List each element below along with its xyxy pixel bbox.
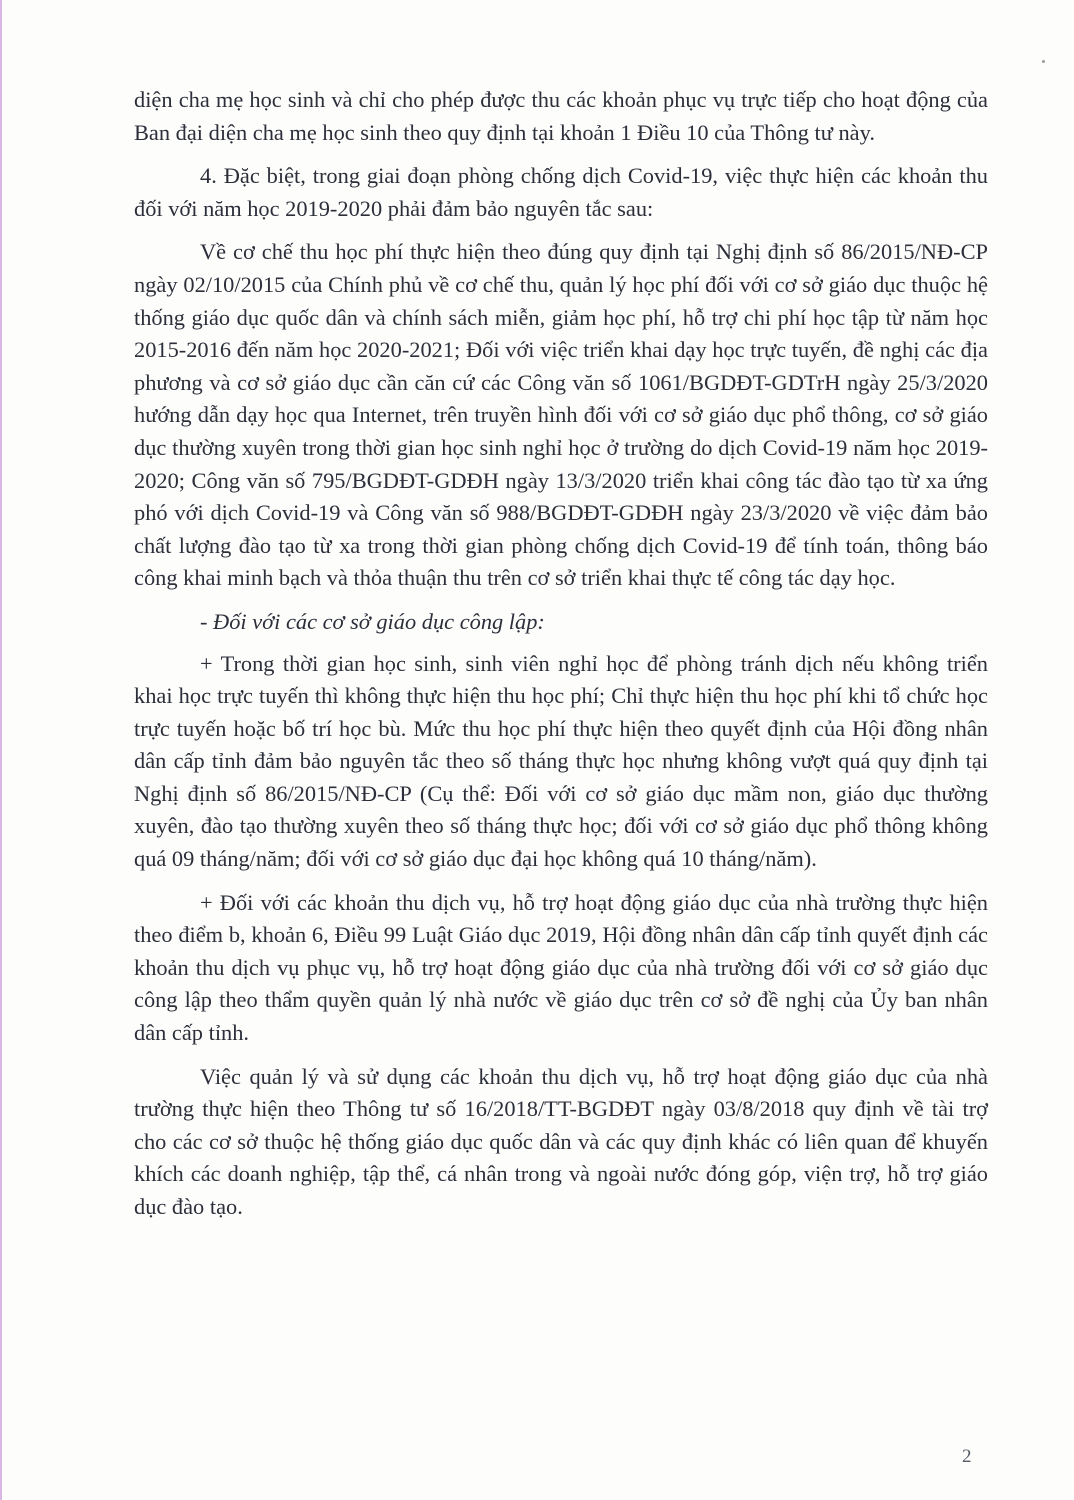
paragraph-fee-management: Việc quản lý và sử dụng các khoản thu dịch vụ, hỗ trợ hoạt động giáo dục của nhà trường thực hiện theo Thông tư số 16/2018/TT-BGDĐT ngày 03/8/2018 quy định về tài trợ cho các cơ sở thuộc hệ thống giáo dục quốc dân và các quy định khác có liên quan để khuyến khích các doanh nghiệp, tập thể, cá nhân trong và ngoài nước đóng góp, viện trợ, hỗ trợ giáo dục đào tạo.	[134, 1063, 988, 1219]
paragraph-tuition-mechanism: Về cơ chế thu học phí thực hiện theo đúng quy định tại Nghị định số 86/2015/NĐ-CP ngày 02/10/2015 của Chính phủ về cơ chế thu, quản lý học phí đối với cơ sở giáo dục thuộc hệ thống giáo dục quốc dân và chính sách miễn, giảm học phí, hỗ trợ chi phí học tập từ năm học 2015-2016 đến năm học 2020-2021; Đối với việc triển khai dạy học trực tuyến, đề nghị các địa phương và cơ sở giáo dục cần căn cứ các Công văn số 1061/BGDĐT-GDTrH ngày 25/3/2020 hướng dẫn dạy học qua Internet, trên truyền hình đối với cơ sở giáo dục phổ thông, cơ sở giáo dục thường xuyên trong thời gian học sinh nghỉ học ở trường do dịch Covid-19 năm học 2019-2020; Công văn số 795/BGDĐT-GDĐH ngày 13/3/2020 triển khai công tác đào tạo từ xa ứng phó với dịch Covid-19 và Công văn số 988/BGDĐT-GDĐH ngày 23/3/2020 về việc đảm bảo chất lượng đào tạo từ xa trong thời gian phòng chống dịch Covid-19 để tính toán, thông báo công khai minh bạch và thỏa thuận thu trên cơ sở triển khai thực tế công tác dạy học.	[134, 239, 988, 591]
document-body	[134, 84, 988, 1235]
paragraph-continuation: diện cha mẹ học sinh và chỉ cho phép được thu các khoản phục vụ trực tiếp cho hoạt động của Ban đại diện cha mẹ học sinh theo quy định tại khoản 1 Điều 10 của Thông tư này.	[134, 87, 988, 145]
scan-speck	[1042, 60, 1045, 63]
page-number: 2	[962, 1446, 972, 1467]
paragraph-service-fees: + Đối với các khoản thu dịch vụ, hỗ trợ hoạt động giáo dục của nhà trường thực hiện theo điểm b, khoản 6, Điều 99 Luật Giáo dục 2019, Hội đồng nhân dân cấp tỉnh quyết định các khoản thu dịch vụ phục vụ, hỗ trợ hoạt động giáo dục của nhà trường đối với cơ sở giáo dục công lập theo thẩm quyền quản lý nhà nước về giáo dục trên cơ sở đề nghị của Ủy ban nhân dân cấp tỉnh.	[134, 889, 988, 1046]
paragraph-tuition-suspension: + Trong thời gian học sinh, sinh viên nghỉ học để phòng tránh dịch nếu không triển khai học trực tuyến thì không thực hiện thu học phí; Chỉ thực hiện thu học phí khi tổ chức học trực tuyến hoặc bố trí học bù. Mức thu học phí thực hiện theo quyết định của Hội đồng nhân dân cấp tỉnh đảm bảo nguyên tắc theo số tháng thực học nhưng không vượt quá quy định tại Nghị định số 86/2015/NĐ-CP (Cụ thể: Đối với cơ sở giáo dục mầm non, giáo dục thường xuyên, đào tạo thường xuyên theo số tháng thực học; đối với cơ sở giáo dục phổ thông không quá 09 tháng/năm; đối với cơ sở giáo dục đại học không quá 10 tháng/năm).	[134, 650, 988, 872]
heading-public-institutions: - Đối với các cơ sở giáo dục công lập:	[200, 608, 545, 634]
paragraph-item-4: 4. Đặc biệt, trong giai đoạn phòng chống dịch Covid-19, việc thực hiện các khoản thu đối với năm học 2019-2020 phải đảm bảo nguyên tắc sau:	[134, 163, 988, 221]
